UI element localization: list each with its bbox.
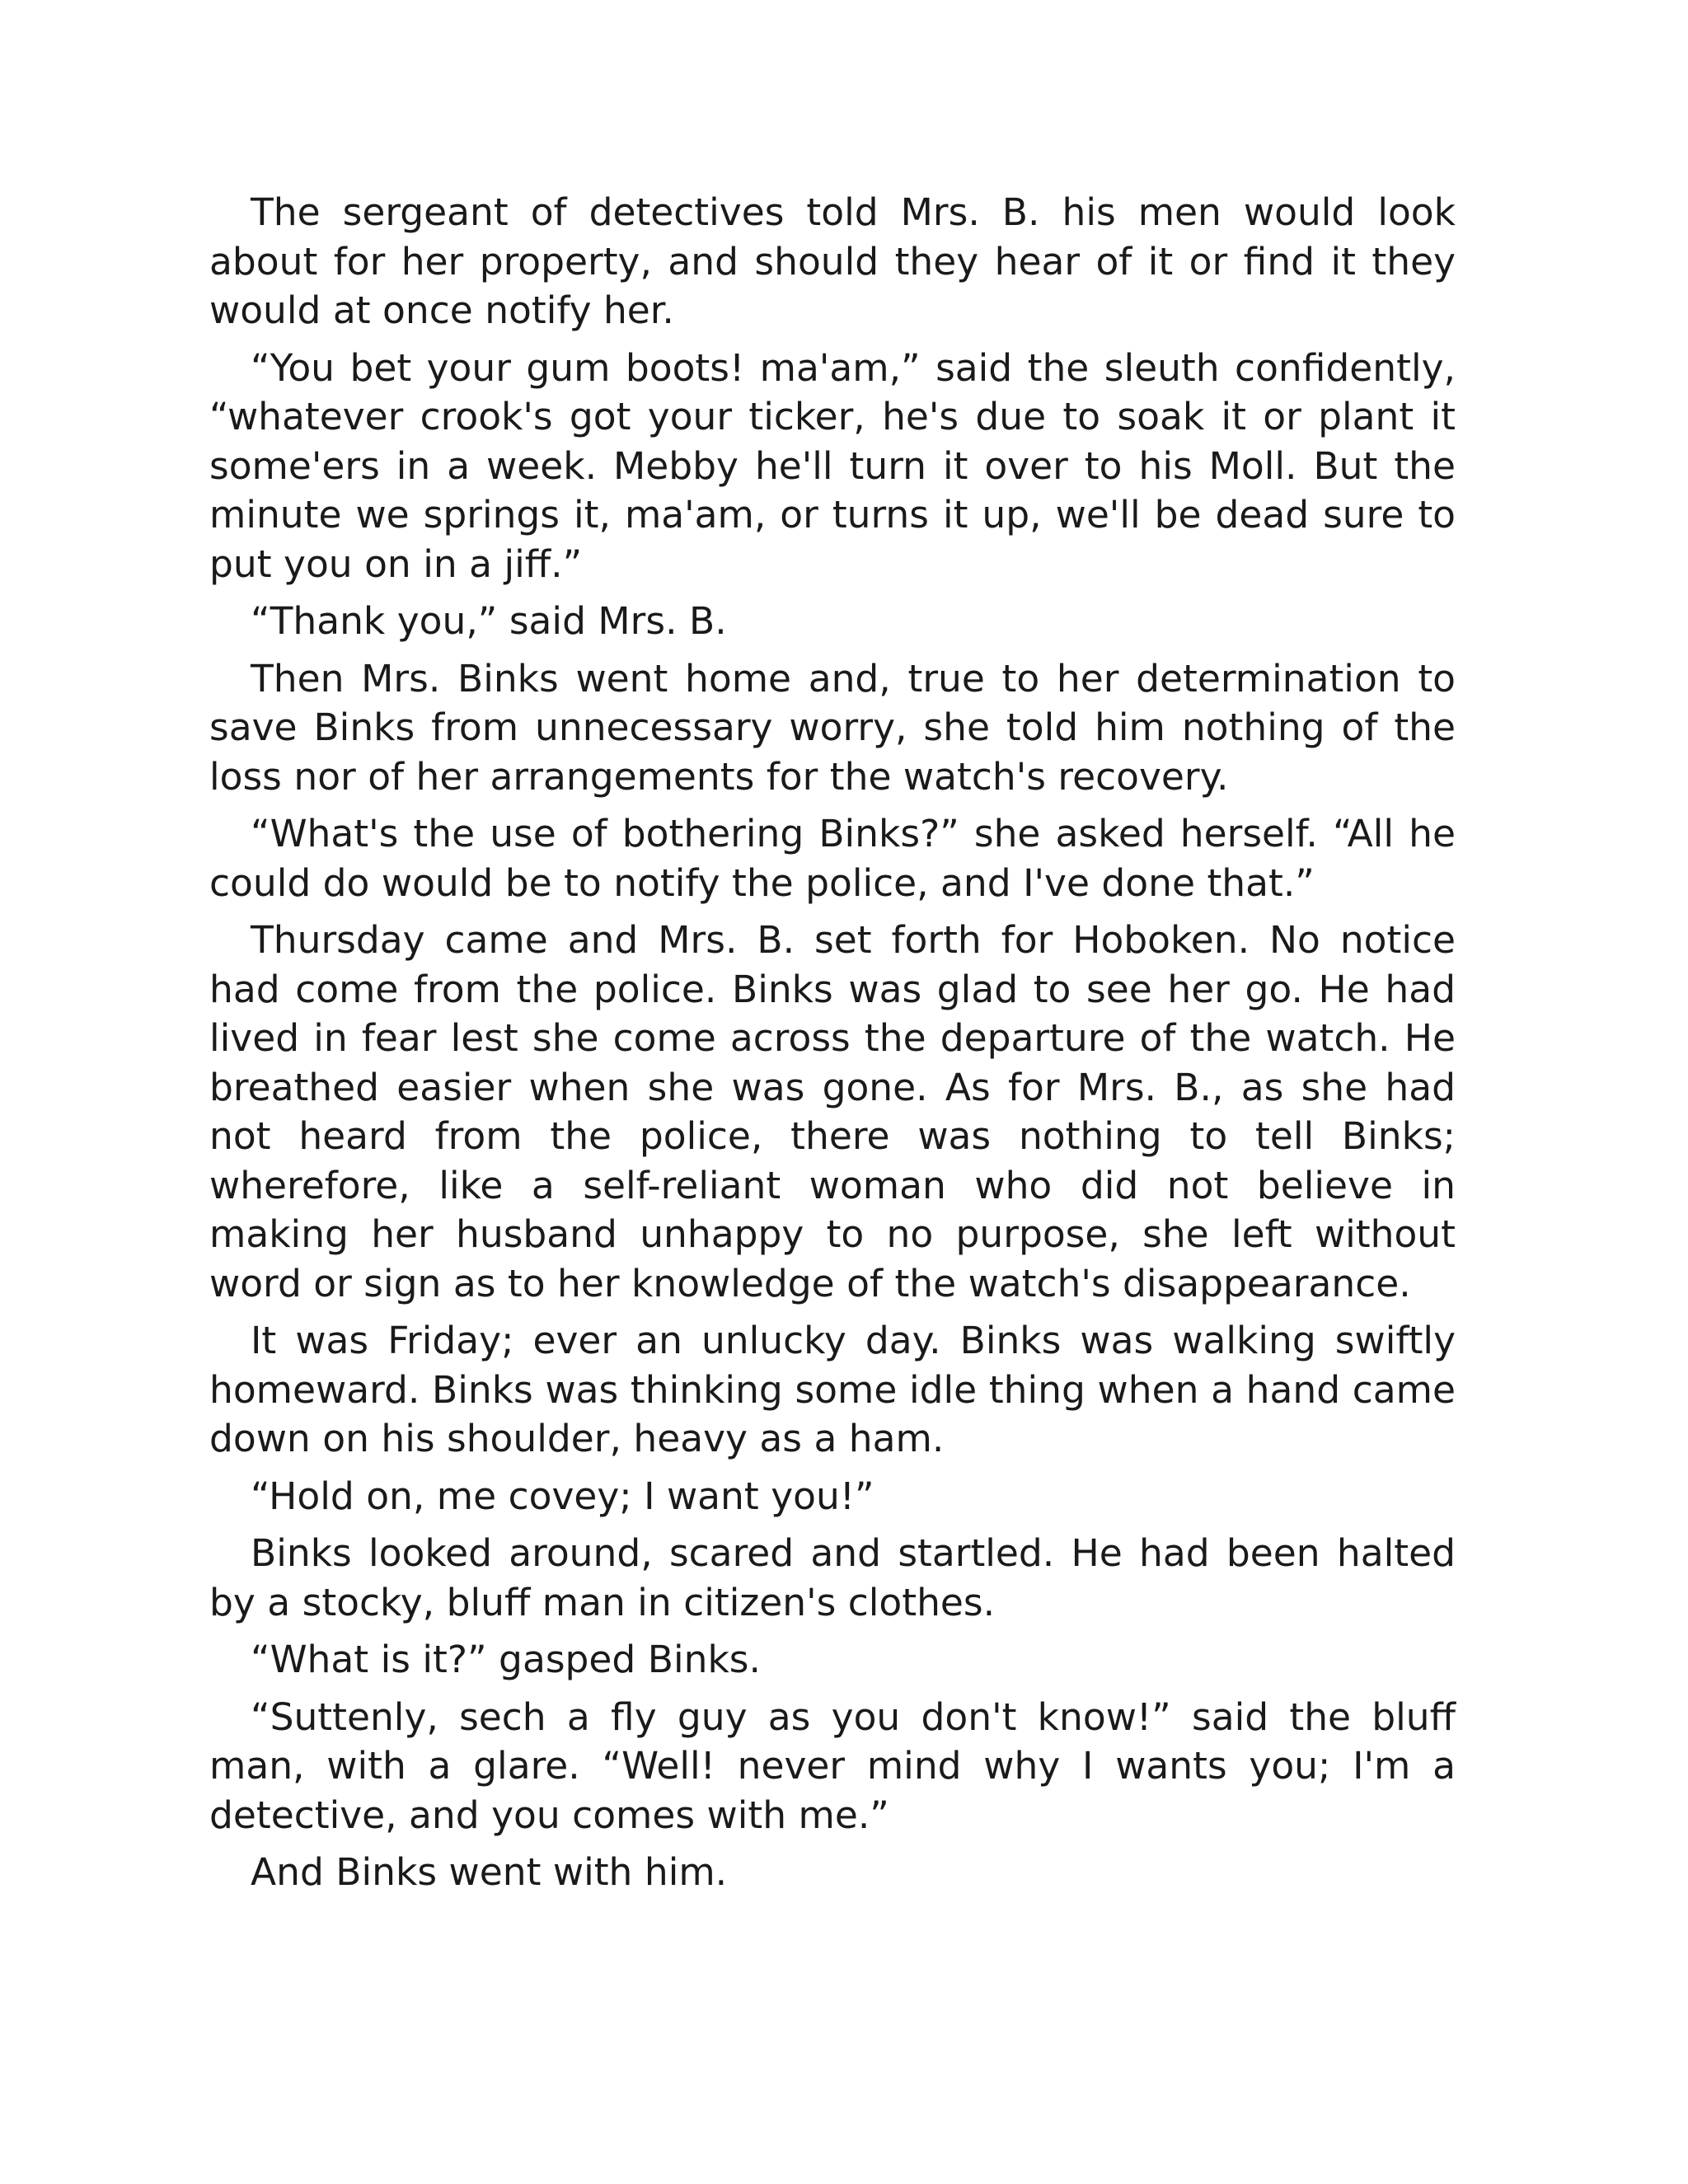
paragraph-1: The sergeant of detectives told Mrs. B. his men would look about for her property, and should they hear of it or find it they would at once notify her. — [209, 190, 1456, 332]
document-page — [209, 188, 1456, 1905]
paragraph-8: “Hold on, me covey; I want you!” — [251, 1474, 874, 1518]
paragraph-3: “Thank you,” said Mrs. B. — [251, 599, 727, 643]
paragraph-5: “What's the use of bothering Binks?” she asked herself. “All he could do would be to notify the police, and I've done that.” — [209, 812, 1456, 905]
paragraph-7: It was Friday; ever an unlucky day. Binks was walking swiftly homeward. Binks was thinking some idle thing when a hand came down on his shoulder, heavy as a ham. — [209, 1319, 1456, 1460]
paragraph-11: “Suttenly, sech a fly guy as you don't know!” said the bluff man, with a glare. “Well! never mind why I wants you; I'm a detective, and you comes with me.” — [209, 1694, 1456, 1837]
paragraph-9: Binks looked around, scared and startled. He had been halted by a stocky, bluff man in citizen's clothes. — [209, 1531, 1456, 1624]
paragraph-2: “You bet your gum boots! ma'am,” said the sleuth confidently, “whatever crook's got your ticker, he's due to soak it or plant it some'ers in a week. Mebby he'll turn it over to his Moll. But the minute we springs it, ma'am, or turns it up, we'll be dead sure to put you on in a jiff.” — [209, 345, 1456, 586]
paragraph-10: “What is it?” gasped Binks. — [251, 1638, 761, 1681]
paragraph-4: Then Mrs. Binks went home and, true to her determination to save Binks from unnecessary worry, she told him nothing of the loss nor of her arrangements for the watch's recovery. — [209, 656, 1456, 799]
paragraph-6: Thursday came and Mrs. B. set forth for Hoboken. No notice had come from the police. Binks was glad to see her go. He had lived in fear lest she come across the departure of the watch. He breathed easier when she was gone. As for Mrs. B., as she had not heard from the police, there was nothing to tell Binks; wherefore, like a self-reliant woman who did not believe in making her husband unhappy to no purpose, she left without word or sign as to her knowledge of the watch's disappearance. — [209, 918, 1456, 1305]
paragraph-12: And Binks went with him. — [251, 1850, 728, 1894]
